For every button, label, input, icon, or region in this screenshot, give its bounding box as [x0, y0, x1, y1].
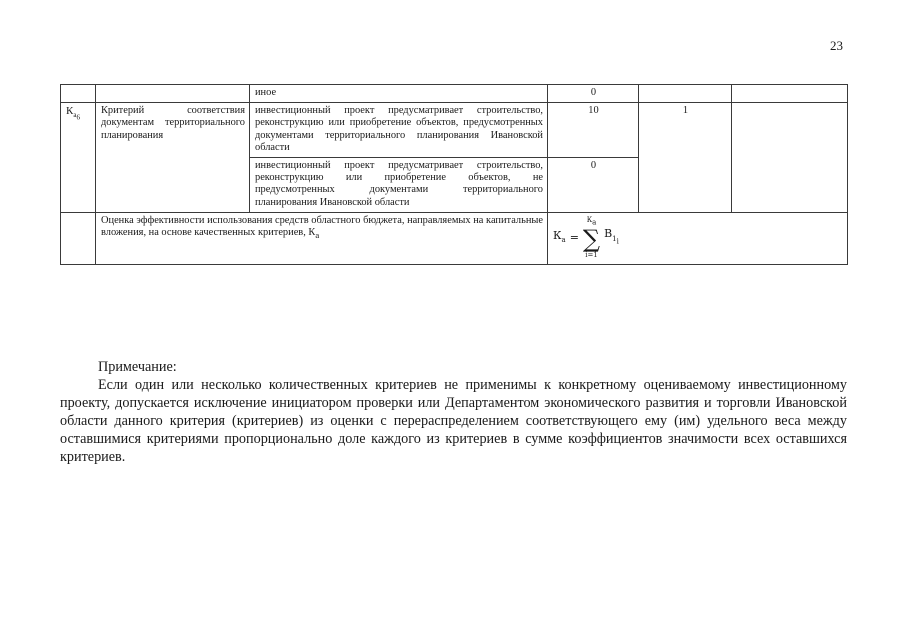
- criterion-code: $К_{а_6}$: [61, 103, 96, 213]
- note-title: Примечание:: [98, 359, 177, 375]
- cell-empty: [732, 85, 848, 103]
- note-text: Если один или несколько количественных критериев не применимы к конкретному оцениваемому инвестиционному проекту, допускается исключение инициатором проверки или Департаментом экономического развития и торговли Ивановской области данного критерия (критериев) из оценки с перераспределением соответствующего ему (им) удельного веса между оставшимися критериями пропорционально доле каждого из критериев в сумме коэффициентов значимости всех оставшихся критериев.: [60, 377, 847, 465]
- table-row-other: [61, 85, 848, 103]
- note: [60, 358, 847, 466]
- sigma-icon: $К_а$ ∑ i=1: [582, 215, 601, 260]
- summary-text: Оценка эффективности использования средств областного бюджета, направляемых на капитальные вложения, на основе качественных критериев, $К_а$: [96, 212, 548, 264]
- option-description: инвестиционный проект предусматривает строительство, реконструкцию или приобретение объектов, предусмотренных документами территориального планирования Ивановской области: [250, 103, 548, 158]
- option-description: инвестиционный проект предусматривает строительство, реконструкцию или приобретение объектов, не предусмотренных документами территориального планирования Ивановской области: [250, 158, 548, 213]
- formula-term: $В_{1_i}$: [604, 227, 619, 246]
- formula: [553, 215, 843, 261]
- cell-empty: [639, 85, 732, 103]
- criteria-table: [60, 84, 848, 265]
- criterion-name: Критерий соответствия документам территориального планирования: [96, 103, 250, 213]
- cell-empty: [96, 85, 250, 103]
- option-score: 0: [548, 158, 639, 213]
- option-score: 10: [548, 103, 639, 158]
- cell-empty: [61, 85, 96, 103]
- table-row-criterion: [61, 103, 848, 158]
- criterion-weight: 1: [639, 103, 732, 213]
- cell-empty: [61, 212, 96, 264]
- table-row-summary: [61, 212, 848, 264]
- option-description: иное: [250, 85, 548, 103]
- cell-empty: [732, 103, 848, 213]
- formula-lhs: $К_а$: [553, 228, 566, 244]
- summary-formula: [548, 212, 848, 264]
- formula-equals: =: [569, 230, 579, 244]
- option-score: 0: [548, 85, 639, 103]
- page-number: 23: [830, 38, 843, 53]
